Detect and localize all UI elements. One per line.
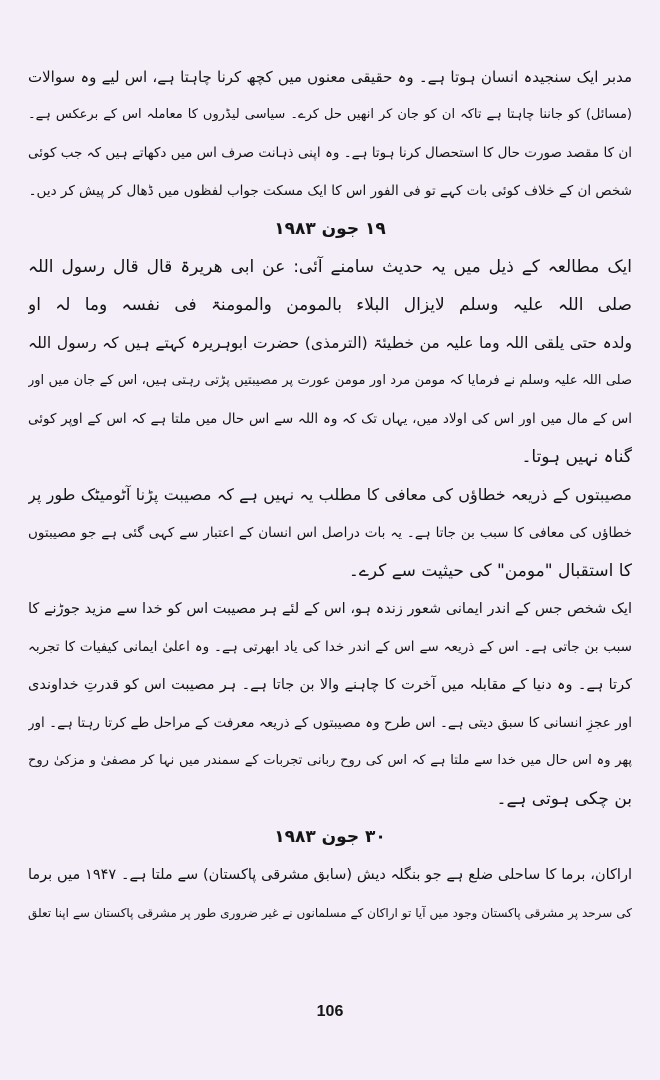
text-line: کرتا ہے۔ وہ دنیا کے مقابلہ میں آخرت کا چاہنے والا بن جاتا ہے۔ ہر مصیبت اس کو قدرتِ خداوندی: [28, 677, 632, 693]
text-line: ایک مطالعہ کے ذیل میں یہ حدیث سامنے آئی: عن ابی ھریرۃ قال قال رسول اللہ: [28, 257, 632, 277]
text-line: کی سرحد پر مشرقی پاکستان وجود میں آیا تو اراکان کے مسلمانوں نے غیر ضروری طور پر مشرقی پاکستان سے اپنا تعلق: [28, 906, 632, 920]
date-heading: ۱۹ جون ۱۹۸۳: [274, 219, 386, 239]
text-line: سبب بن جاتی ہے۔ اس کے ذریعہ سے اس کے اندر خدا کی یاد ابھرتی ہے۔ وہ اعلیٰ ایمانی کیفیات کا تجربہ: [28, 639, 632, 655]
page-body: [28, 58, 632, 932]
text-line: ان کا مقصد صورت حال کا استحصال کرنا ہوتا ہے۔ وہ اپنی ذہانت صرف اس میں دکھاتے ہیں کہ جب کوئی: [28, 145, 632, 161]
text-line: گناہ نہیں ہوتا۔: [521, 447, 632, 467]
date-heading: ۳۰ جون ۱۹۸۳: [274, 827, 386, 847]
text-line: صلی اللہ علیہ وسلم نے فرمایا کہ مومن مرد اور مومن عورت پر مصیبتیں پڑتی رہتی ہیں، اس کے جان میں اور: [28, 373, 632, 388]
text-line: اس کے مال میں اور اس کی اولاد میں، یہاں تک کہ وہ اللہ سے اس حال میں ملتا ہے کہ اس کے اوپر کوئی: [28, 411, 632, 427]
page-number: 106: [316, 1003, 344, 1020]
text-line: بن چکی ہوتی ہے۔: [496, 789, 632, 809]
text-line: مدبر ایک سنجیدہ انسان ہوتا ہے۔ وہ حقیقی معنوں میں کچھ کرنا چاہتا ہے، اس لیے وہ سوالات: [28, 68, 632, 86]
text-line: مصیبتوں کے ذریعہ خطاؤں کی معافی کا مطلب یہ نہیں ہے کہ مصیبت پڑنا آٹومیٹک طور پر: [28, 485, 632, 504]
text-line: اراکان، برما کا ساحلی ضلع ہے جو بنگلہ دیش (سابق مشرقی پاکستان) سے ملتا ہے۔ ۱۹۴۷ میں برما: [28, 867, 632, 883]
text-line: شخص ان کے خلاف کوئی بات کہے تو فی الفور اس کا ایک مسکت جواب لفظوں میں ڈھال کر پیش کر دیں۔: [28, 183, 632, 199]
text-line: کا استقبال "مومن" کی حیثیت سے کرے۔: [348, 561, 632, 581]
text-line: صلی اللہ علیہ وسلم لایزال البلاء بالمومن والمومنۃ فی نفسہ وما لہ او: [28, 295, 632, 315]
text-line: ایک شخص جس کے اندر ایمانی شعور زندہ ہو، اس کے لئے ہر مصیبت اس کو خدا سے مزید جوڑنے کا: [28, 601, 632, 617]
text-line: ولدہ حتی یلقی اللہ وما علیہ من خطیئۃ (الترمذی) حضرت ابوہریرہ کہتے ہیں کہ رسول اللہ: [28, 334, 632, 352]
text-line: (مسائل) کو جاننا چاہتا ہے تاکہ ان کو جان کر انھیں حل کرے۔ سیاسی لیڈروں کا معاملہ اس کے برعکس ہے۔: [28, 107, 632, 122]
text-line: اور عجزِ انسانی کا سبق دیتی ہے۔ اس طرح وہ مصیبتوں کے ذریعہ معرفت کے مراحل طے کرتا رہتا ہے۔ اور: [28, 715, 632, 731]
text-line: خطاؤں کی معافی کا سبب بن جاتا ہے۔ یہ بات دراصل اس انسان کے اعتبار سے کہی گئی ہے جو مصیبتوں: [28, 525, 632, 541]
text-line: پھر وہ اس حال میں خدا سے ملتا ہے کہ اس کی روح ربانی تجربات کے سمندر میں نہا کر مصفیٰ و مزکیٰ روح: [28, 753, 632, 768]
